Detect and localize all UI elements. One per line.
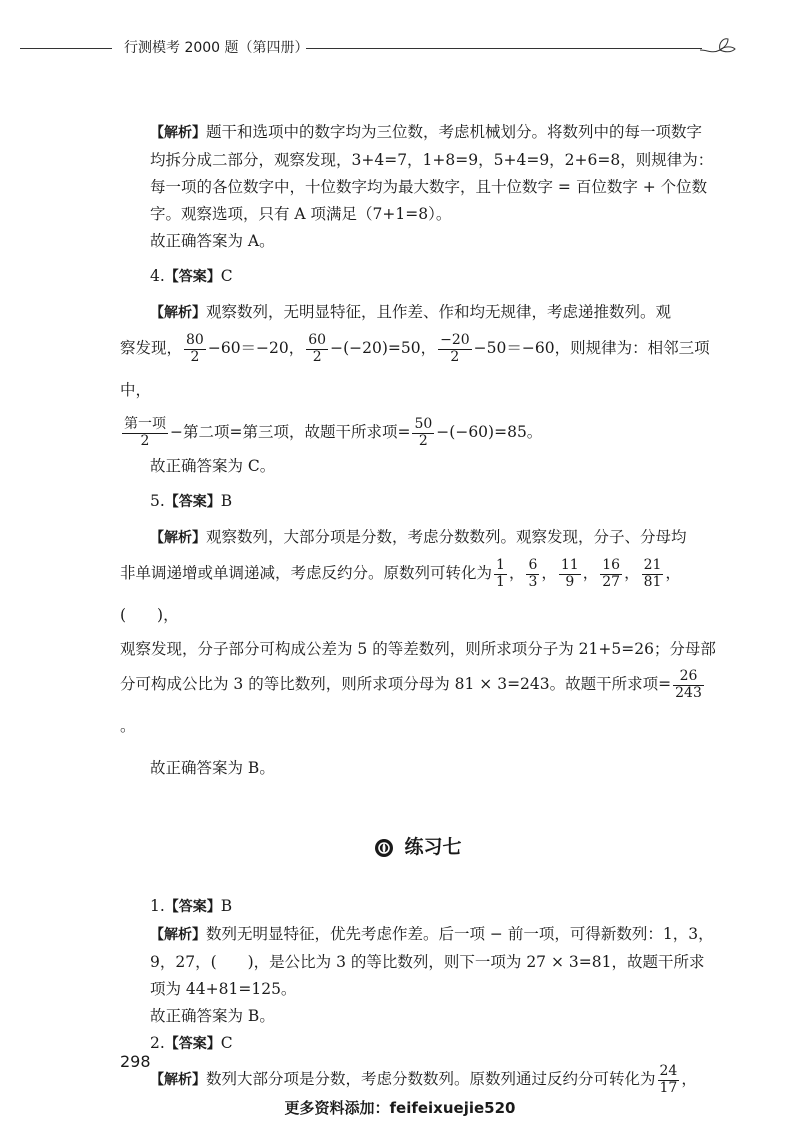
fraction: $\frac{6}{3}$: [528, 557, 538, 590]
analysis-q5: 【解析】观察数列，大部分项是分数，考虑分数数列。观察发现，分子、分母均: [150, 528, 687, 546]
fraction: $\frac{16}{27}$: [602, 557, 621, 590]
analysis-q5-numerator: 观察发现，分子部分可构成公差为 5 的等差数列，则所求项分子为 21+5=26；分母部: [120, 640, 716, 658]
fraction: $\frac{26}{243}$: [675, 668, 702, 701]
section-heading: [120, 832, 716, 859]
fraction: $\frac{11}{9}$: [560, 557, 579, 590]
fraction: $\frac{21}{81}$: [643, 557, 662, 590]
sprout-icon: [698, 36, 738, 58]
header-rule-right: [306, 48, 702, 49]
fraction: $\frac{24}{17}$: [659, 1063, 678, 1096]
running-header: [20, 36, 760, 60]
fraction: $\frac{\text{第一项}}{2}$: [124, 416, 166, 449]
footer-note: 更多资料添加：feifeixuejie520: [284, 1099, 516, 1117]
section-title: 练习七: [404, 836, 462, 858]
conclusion-q5: 故正确答案为 B。: [150, 759, 275, 777]
flower-badge-icon: [374, 838, 394, 858]
fraction: $\frac{80}{2}$: [186, 332, 204, 365]
fraction: $\frac{1}{1}$: [496, 557, 505, 590]
answer-s2: 2.【答案】C: [150, 1034, 233, 1052]
analysis-q4-formulas: 察发现， $\frac{80}{2}$ −60＝−20， $\frac{60}{2}$ −(−20)=50， $\frac{-20}{2}$ −50＝−60，则规律为：相邻三项中，: [120, 332, 710, 399]
analysis-q5-denominator: 分可构成公比为 3 的等比数列，则所求项分母为 81 × 3=243。故题干所求项= $\frac{26}{243}$ 。: [120, 668, 702, 735]
conclusion-q4: 故正确答案为 C。: [150, 457, 276, 475]
analysis-q5-transform: 非单调递增或单调递减，考虑反约分。原数列可转化为 $\frac{1}{1}$ ， $\frac{6}{3}$ ， $\frac{11}{9}$ ， $\frac{16}{27}$ ， $\frac{21}{81}$ ，( )，: [120, 557, 681, 624]
fraction: $\frac{50}{2}$: [414, 416, 433, 449]
analysis-q3: 【解析】题干和选项中的数字均为三位数，考虑机械划分。将数列中的每一项数字均拆分成二部分，观察发现，3+4=7，1+8=9，5+4=9，2+6=8，则规律为：每一项的各位数字中，十位数字均为最大数字，且十位数字 = 百位数字 + 个位数字。观察选项，只有 A 项满足（7+1=8）。: [150, 123, 714, 223]
book-title: 行测模考 2000 题（第四册）: [124, 40, 309, 56]
analysis-s1: 【解析】数列无明显特征，优先考虑作差。后一项 − 前一项，可得新数列：1，3，9，27，( )，是公比为 3 的等比数列，则下一项为 27 × 3=81，故题干所求项为 44+81=125。: [150, 925, 714, 998]
analysis-label: 【解析】: [150, 125, 206, 141]
analysis-q4-rule: $\frac{\text{第一项}}{2}$ −第二项=第三项，故题干所求项= $\frac{50}{2}$ −(−60)=85。: [124, 416, 543, 449]
answer-q4: 4.【答案】C: [150, 267, 233, 285]
page-number: 298: [120, 1052, 151, 1071]
answer-s1: 1.【答案】B: [150, 897, 233, 915]
fraction: $\frac{60}{2}$: [308, 332, 327, 365]
page-body: [120, 119, 716, 1101]
analysis-q4: 【解析】观察数列，无明显特征，且作差、作和均无规律，考虑递推数列。观: [150, 303, 672, 321]
header-rule-left: [20, 48, 112, 49]
conclusion-s1: 故正确答案为 B。: [150, 1007, 275, 1025]
answer-q5: 5.【答案】B: [150, 492, 233, 510]
conclusion-q3: 故正确答案为 A。: [150, 232, 275, 250]
analysis-s2: 【解析】数列大部分项是分数，考虑分数数列。原数列通过反约分可转化为 $\frac{24}{17}$ ，: [150, 1063, 697, 1096]
fraction: $\frac{-20}{2}$: [440, 332, 470, 365]
